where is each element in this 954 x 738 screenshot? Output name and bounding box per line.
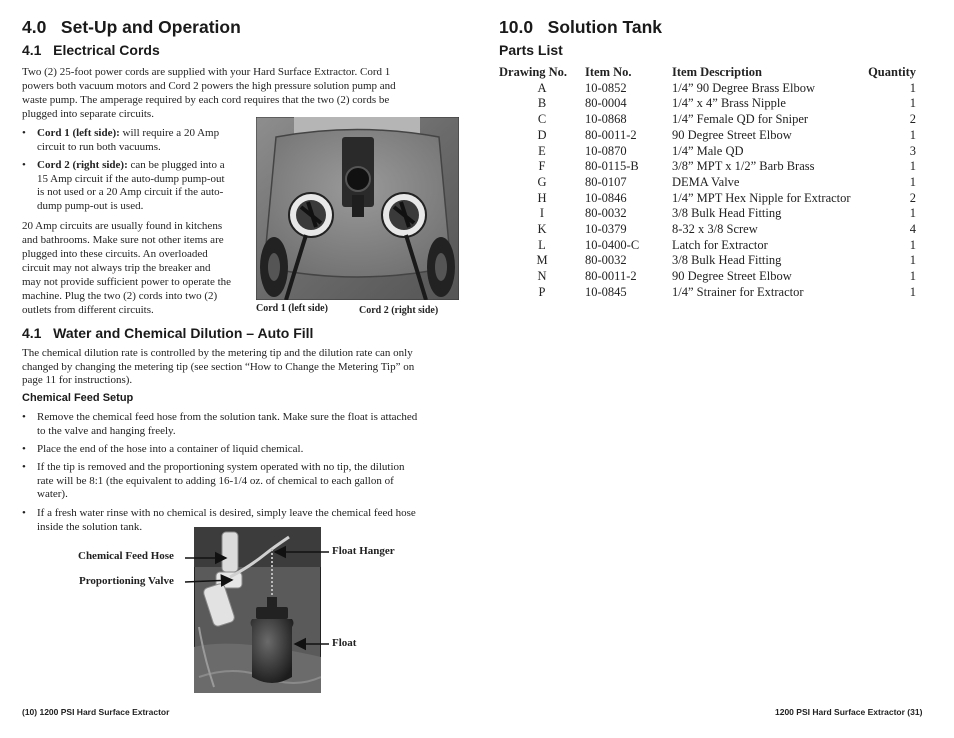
heading-water-dilution: 4.1 Water and Chemical Dilution – Auto Fill <box>22 325 314 341</box>
text-line: powers both vacuum motors and Cord 2 powers the high pressure solution pump and <box>22 80 396 92</box>
cell-item-no: 10-0379 <box>585 222 627 237</box>
cell-drawing-no: D <box>537 127 547 142</box>
footer-left: (10) 1200 PSI Hard Surface Extractor <box>22 707 170 717</box>
cell-item-no: 80-0011-2 <box>585 269 637 284</box>
heading-electrical-cords: 4.1 Electrical Cords <box>22 42 160 58</box>
cell-drawing-no: P <box>538 284 546 299</box>
bullet-dot: • <box>22 507 26 519</box>
caption-cord2: Cord 2 (right side) <box>359 305 439 316</box>
cell-drawing-no: K <box>537 222 547 237</box>
cell-quantity: 3 <box>909 143 916 158</box>
table-row <box>499 238 916 254</box>
cell-item-description: 3/8 Bulk Head Fitting <box>672 253 782 268</box>
cell-item-description: DEMA Valve <box>672 174 740 189</box>
bullet-dot: • <box>22 411 26 423</box>
cell-item-description: 1/4” x 4” Brass Nipple <box>672 96 786 111</box>
text-line: may not provide sufficient power to operate the <box>22 276 232 288</box>
text-line: is not used or a 20 Amp circuit if the auto- <box>37 186 224 198</box>
cell-quantity: 2 <box>909 190 916 205</box>
cell-item-no: 10-0868 <box>585 112 627 127</box>
table-row <box>499 285 916 301</box>
heading-chemical-feed-setup: Chemical Feed Setup <box>22 392 134 404</box>
cell-item-no: 10-0845 <box>585 284 627 299</box>
callout-proportioning-valve: Proportioning Valve <box>79 575 174 587</box>
solution-tank-photo <box>194 527 321 693</box>
table-row <box>499 159 916 175</box>
text-line: page 11 for instructions). <box>22 374 133 386</box>
text-line: Two (2) 25-foot power cords are supplied with your Hard Surface Extractor. Cord 1 <box>22 66 391 78</box>
callout-float-hanger: Float Hanger <box>332 545 395 557</box>
cell-item-no: 10-0870 <box>585 143 627 158</box>
cell-quantity: 1 <box>909 80 916 95</box>
cell-quantity: 1 <box>909 206 916 221</box>
table-row <box>499 206 916 222</box>
electrical-note <box>22 219 254 317</box>
text-line: water). <box>37 488 68 500</box>
table-row <box>499 128 916 144</box>
cell-quantity: 1 <box>909 96 916 111</box>
cell-quantity: 1 <box>909 237 916 252</box>
cell-item-description: 1/4” MPT Hex Nipple for Extractor <box>672 190 851 205</box>
cell-drawing-no: M <box>536 253 548 268</box>
callout-float: Float <box>332 637 357 649</box>
extractor-cords-photo <box>256 117 459 300</box>
col-drawing-no: Drawing No. <box>499 65 568 79</box>
text-line: plugged into these circuits. An overloaded <box>22 248 208 260</box>
cell-item-description: 3/8” MPT x 1/2” Barb Brass <box>672 159 815 174</box>
parts-table <box>499 65 916 301</box>
text-line: and bathrooms. Make sure not other items are <box>22 234 224 246</box>
callout-chemical-feed-hose: Chemical Feed Hose <box>78 550 174 562</box>
table-row <box>499 191 916 207</box>
cell-item-no: 80-0011-2 <box>585 127 637 142</box>
text-line: circuit may not always trip the breaker and <box>22 262 211 274</box>
cell-item-no: 10-0846 <box>585 190 627 205</box>
text-line: will require a 20 Amp <box>119 127 220 139</box>
cell-item-description: 1/4” Strainer for Extractor <box>672 284 804 299</box>
table-row <box>499 222 916 238</box>
cell-drawing-no: E <box>538 143 546 158</box>
text-line: plugged into separate circuits. <box>22 108 154 120</box>
cell-drawing-no: I <box>539 206 545 221</box>
bullet-dot: • <box>22 159 26 171</box>
col-item-no: Item No. <box>585 65 632 79</box>
cell-item-description: 90 Degree Street Elbow <box>672 127 792 142</box>
cell-drawing-no: F <box>538 159 546 174</box>
cell-item-description: Latch for Extractor <box>672 237 768 252</box>
cell-item-no: 80-0032 <box>585 253 627 268</box>
bullet-dot: • <box>22 443 26 455</box>
cell-item-description: 90 Degree Street Elbow <box>672 269 792 284</box>
table-row <box>499 175 916 191</box>
section-title-solution-tank: 10.0 Solution Tank <box>499 17 663 37</box>
table-row <box>499 81 916 97</box>
cell-item-no: 10-0852 <box>585 80 627 95</box>
cell-drawing-no: H <box>537 190 547 205</box>
electrical-intro <box>22 65 462 121</box>
col-item-description: Item Description <box>672 65 762 79</box>
text-line: rate will be 8:1 (the equivalent to adding 16-1/4 oz. of chemical to each gallon of <box>37 474 394 487</box>
cell-item-description: 1/4” Female QD for Sniper <box>672 112 809 127</box>
cell-item-description: 8-32 x 3/8 Screw <box>672 222 758 237</box>
cell-drawing-no: B <box>537 96 547 111</box>
cell-item-no: 80-0115-B <box>585 159 639 174</box>
text-line: The chemical dilution rate is controlled by the metering tip and the dilution rate can only <box>22 347 413 359</box>
text-line: inside the solution tank. <box>37 520 143 533</box>
parts-table-body <box>499 81 916 301</box>
text-line: 15 Amp circuit if the auto-dump pump-out <box>37 172 225 185</box>
cell-quantity: 1 <box>909 159 916 174</box>
table-row <box>499 112 916 128</box>
text-line: can be plugged into a <box>127 159 225 171</box>
cell-item-no: 10-0400-C <box>585 237 640 252</box>
text-line: If a fresh water rinse with no chemical is desired, simply leave the chemical feed hose <box>37 507 416 519</box>
cell-drawing-no: A <box>537 80 547 95</box>
cell-item-description: 1/4” Male QD <box>672 143 744 158</box>
text-line: Remove the chemical feed hose from the solution tank. Make sure the float is attached <box>37 411 418 423</box>
cell-item-no: 80-0032 <box>585 206 627 221</box>
cell-drawing-no: L <box>538 237 546 252</box>
cell-item-description: 1/4” 90 Degree Brass Elbow <box>672 80 816 95</box>
table-row <box>499 96 916 112</box>
heading-parts-list: Parts List <box>499 42 563 58</box>
bullet-label: Cord 1 (left side): <box>37 127 120 139</box>
cell-drawing-no: G <box>537 174 547 189</box>
cell-quantity: 1 <box>909 127 916 142</box>
dilution-intro <box>22 347 462 388</box>
text-line: Place the end of the hose into a container of liquid chemical. <box>37 443 304 455</box>
table-row <box>499 269 916 285</box>
text-line: to the valve and hanging freely. <box>37 424 176 437</box>
cell-quantity: 1 <box>909 284 916 299</box>
text-line: outlets from different circuits. <box>22 304 154 316</box>
cell-item-description: 3/8 Bulk Head Fitting <box>672 206 782 221</box>
text-line: machine. Plug the two (2) cords into two (2) <box>22 290 218 302</box>
cell-quantity: 1 <box>909 253 916 268</box>
cell-item-no: 80-0107 <box>585 174 627 189</box>
text-line: waste pump. The amperage required by each cord requires that the two (2) cords be <box>22 94 390 106</box>
bullet-dot: • <box>22 127 26 139</box>
text-line: circuit to run both vacuums. <box>37 140 161 153</box>
cell-quantity: 1 <box>909 174 916 189</box>
cell-drawing-no: C <box>537 112 547 127</box>
text-line: 20 Amp circuits are usually found in kitchens <box>22 220 223 232</box>
table-header-row <box>499 65 916 81</box>
caption-cord1: Cord 1 (left side) <box>256 303 328 314</box>
text-line: changed by changing the metering tip (see section “How to Change the Metering Tip” on <box>22 360 415 373</box>
cell-quantity: 4 <box>909 222 916 237</box>
text-line: If the tip is removed and the proportioning system operated with no tip, the dilution <box>37 461 405 473</box>
col-quantity: Quantity <box>868 65 916 79</box>
cell-quantity: 2 <box>909 112 916 127</box>
bullet-dot: • <box>22 461 26 473</box>
table-row <box>499 144 916 160</box>
table-row <box>499 253 916 269</box>
section-title-setup: 4.0 Set-Up and Operation <box>22 17 241 37</box>
footer-right: 1200 PSI Hard Surface Extractor (31) <box>775 707 923 717</box>
cell-item-no: 80-0004 <box>585 96 627 111</box>
bullet-label: Cord 2 (right side): <box>37 159 128 171</box>
cell-quantity: 1 <box>909 269 916 284</box>
text-line: dump pump-out is used. <box>37 199 144 212</box>
cell-drawing-no: N <box>537 269 547 284</box>
